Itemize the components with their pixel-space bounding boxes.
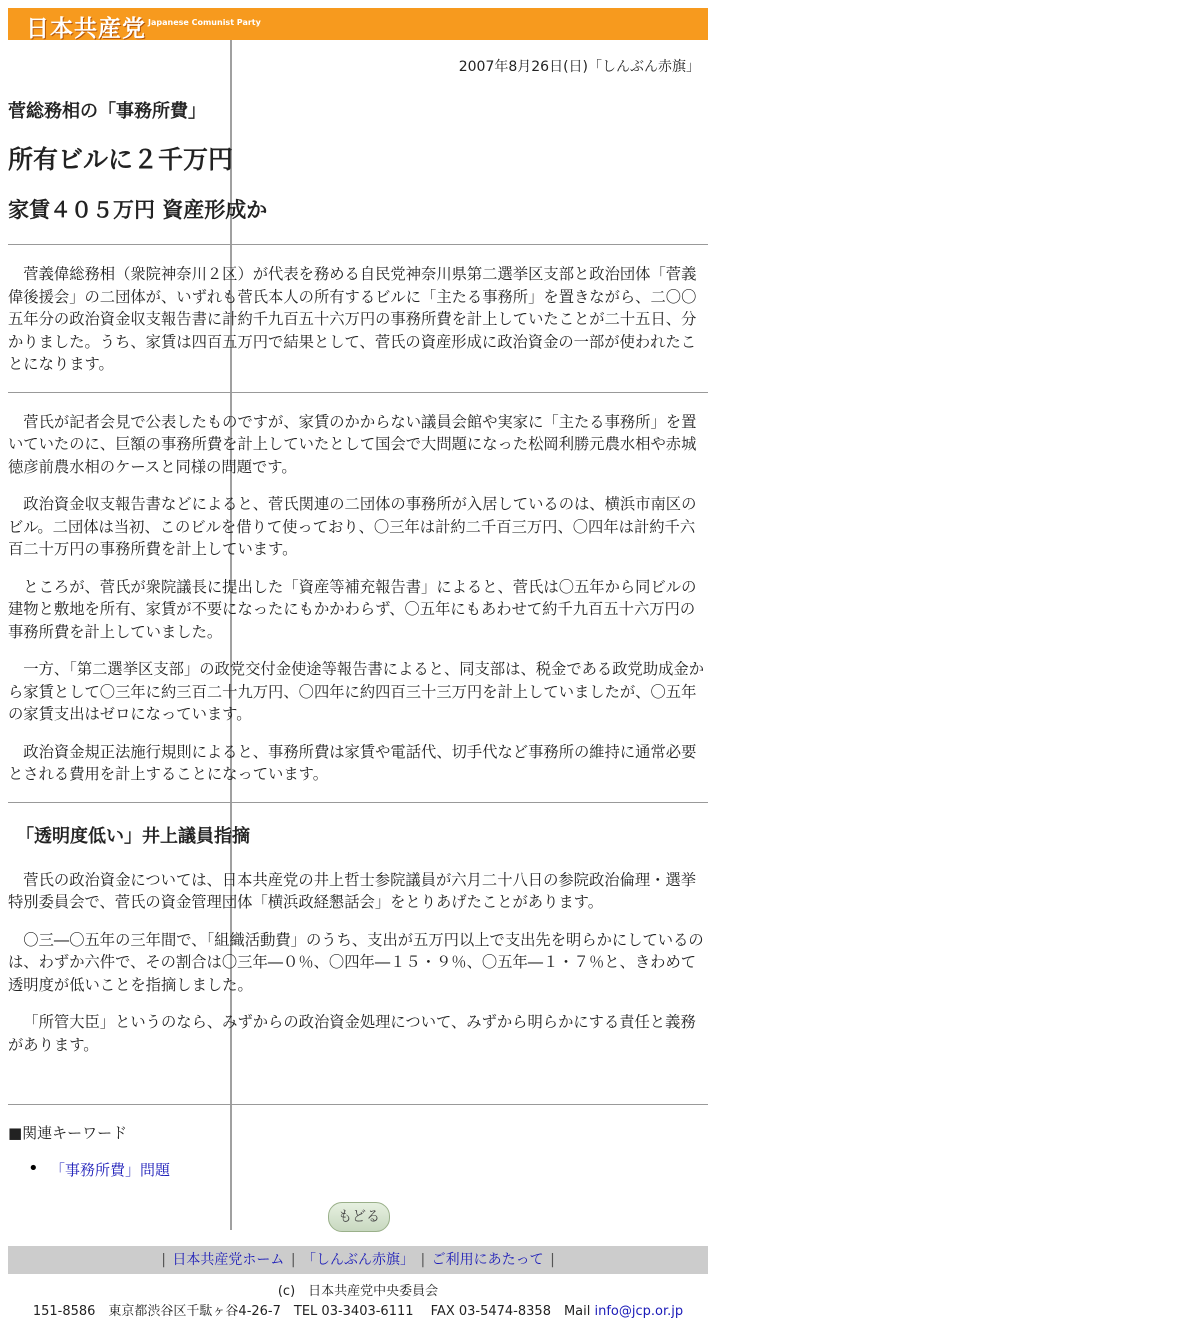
footer-link-terms[interactable]: ご利用にあたって	[431, 1252, 544, 1268]
footer-address	[8, 1300, 708, 1319]
keyword-link[interactable]: 「事務所費」問題	[50, 1161, 171, 1179]
footer-link-jcp-home[interactable]: 日本共産党ホーム	[172, 1252, 285, 1268]
body-paragraph: 菅氏が記者会見で公表したものですが、家賃のかからない議員会館や実家に「主たる事務所」を置いていたのに、巨額の事務所費を計上していたとして国会で大問題になった松岡利勝元農水相や赤城徳彦前農水相のケースと同様の問題です。	[8, 412, 697, 476]
divider	[8, 1104, 708, 1105]
divider	[8, 392, 708, 393]
related-keywords-list	[8, 1159, 708, 1180]
keyword-item	[28, 1159, 708, 1180]
divider	[8, 244, 708, 245]
body-paragraph: 「所管大臣」というのなら、みずからの政治資金処理について、みずから明らかにする責任と義務があります。	[8, 1013, 696, 1054]
back-button[interactable]: もどる	[328, 1202, 390, 1232]
nav-separator: |	[420, 1252, 426, 1268]
site-header	[8, 8, 708, 40]
article-title: 所有ビルに２千万円	[8, 145, 234, 174]
nav-separator: |	[290, 1252, 296, 1268]
copyright-text: (c) 日本共産党中央委員会	[277, 1284, 439, 1299]
divider	[8, 802, 708, 803]
page-container	[8, 8, 708, 1180]
body-paragraph: 政治資金規正法施行規則によると、事務所費は家賃や電話代、切手代など事務所の維持に通常必要とされる費用を計上することになっています。	[8, 742, 697, 783]
body-paragraph: 政治資金収支報告書などによると、菅氏関連の二団体の事務所が入居しているのは、横浜市南区のビル。二団体は当初、このビルを借りて使っており、〇三年は計約二千百三万円、〇四年は計約千六百二十万円の事務所費を計上しています。	[8, 495, 697, 558]
address-text: 151-8586 東京都渋谷区千駄ヶ谷4-26-7 TEL 03-3403-6111 FAX 03-5474-8358 Mail	[32, 1304, 595, 1319]
article-subtitle-2: 家賃４０５万円 資産形成か	[8, 198, 268, 222]
section-heading: 「透明度低い」井上議員指摘	[16, 825, 250, 847]
email-link[interactable]: info@jcp.or.jp	[594, 1304, 684, 1319]
footer-navigation	[8, 1246, 708, 1274]
related-keywords-title: ■関連キーワード	[8, 1124, 128, 1142]
article-date: 2007年8月26日(日)「しんぶん赤旗」	[458, 59, 700, 75]
body-paragraph: 〇三―〇五年の三年間で、「組織活動費」のうち、支出が五万円以上で支出先を明らかにしているのは、わずか六件で、その割合は〇三年―０％、〇四年―１５・９％、〇五年―１・７％と、きわめて透明度が低いことを指摘しました。	[8, 930, 704, 994]
nav-separator: |	[161, 1252, 166, 1268]
body-paragraph: 菅氏の政治資金については、日本共産党の井上哲士参院議員が六月二十八日の参院政治倫理・選挙特別委員会で、菅氏の資金管理団体「横浜政経懇話会」をとりあげたことがあります。	[8, 870, 697, 911]
body-paragraph: 一方、「第二選挙区支部」の政党交付金使途等報告書によると、同支部は、税金である政党助成金から家賃として〇三年に約三百二十九万円、〇四年に約四百三十三万円を計上していましたが、〇五年の家賃支出はゼロになっています。	[8, 660, 705, 723]
lead-paragraph: 菅義偉総務相（衆院神奈川２区）が代表を務める自民党神奈川県第二選挙区支部と政治団体「菅義偉後援会」の二団体が、いずれも菅氏本人の所有するビルに「主たる事務所」を置きながら、二〇〇五年分の政治資金収支報告書に計約千九百五十六万円の事務所費を計上していたことが二十五日、分かりました。うち、家賃は四百五万円で結果として、菅氏の資産形成に政治資金の一部が使われたことになります。	[8, 265, 697, 373]
site-logo[interactable]: 日本共産党	[26, 16, 146, 42]
body-paragraph: ところが、菅氏が衆院議長に提出した「資産等補充報告書」によると、菅氏は〇五年から同ビルの建物と敷地を所有、家賃が不要になったにもかかわらず、〇五年にもあわせて約千九百五十六万円の事務所費を計上していました。	[8, 577, 697, 641]
site-logo-english: Japanese Comunist Party	[148, 18, 261, 27]
nav-separator: |	[550, 1252, 555, 1268]
article-subtitle: 菅総務相の「事務所費」	[8, 101, 206, 122]
footer-link-akahata[interactable]: 「しんぶん赤旗」	[302, 1252, 414, 1268]
